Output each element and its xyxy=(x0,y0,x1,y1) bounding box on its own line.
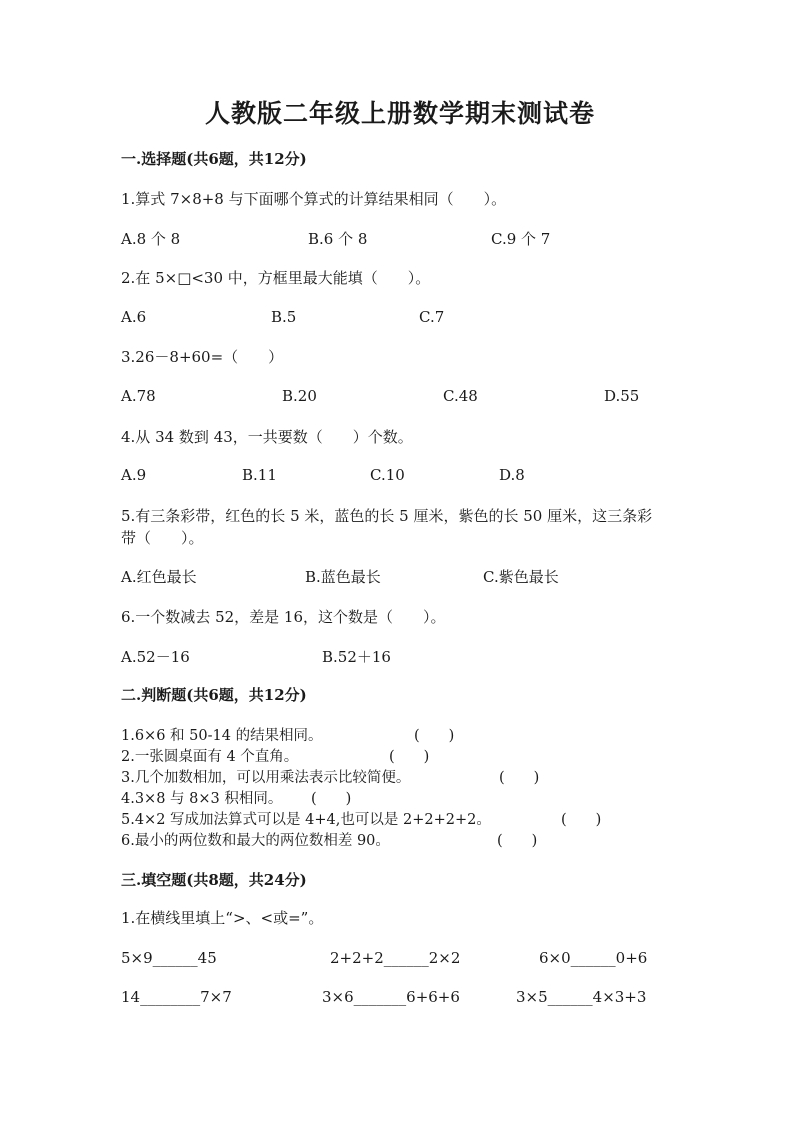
option-2c: C.7 xyxy=(419,308,445,326)
question-6: 6.一个数减去 52，差是 16，这个数是（ ）。 xyxy=(121,608,446,626)
judge-paren-3: ( ) xyxy=(499,770,540,786)
fill-expression: 2+2+2______2×2 xyxy=(330,949,461,967)
judge-item-3: 3.几个加数相加，可以用乘法表示比较简便。 xyxy=(121,770,411,786)
fill-expression: 3×5______4×3+3 xyxy=(516,988,647,1006)
judge-paren-1: ( ) xyxy=(414,728,455,744)
option-5c: C.紫色最长 xyxy=(483,568,559,586)
judge-paren-4: ( ) xyxy=(311,791,352,807)
option-4c: C.10 xyxy=(370,466,405,484)
option-3b: B.20 xyxy=(282,387,317,405)
fill-expression: 5×9______45 xyxy=(121,949,217,967)
page-title: 人教版二年级上册数学期末测试卷 xyxy=(204,99,595,128)
option-4d: D.8 xyxy=(499,466,525,484)
question-4: 4.从 34 数到 43，一共要数（ ）个数。 xyxy=(121,428,413,446)
judge-paren-5: ( ) xyxy=(561,812,602,828)
option-1b: B.6 个 8 xyxy=(308,230,368,248)
judge-item-5: 5.4×2 写成加法算式可以是 4+4,也可以是 2+2+2+2。 xyxy=(121,812,491,828)
question-2: 2.在 5×□<30 中，方框里最大能填（ ）。 xyxy=(121,269,431,287)
option-1c: C.9 个 7 xyxy=(491,230,551,248)
fill-question-1: 1.在横线里填上“>、<或=”。 xyxy=(121,909,324,927)
option-5b: B.蓝色最长 xyxy=(305,568,381,586)
judge-item-2: 2.一张圆桌面有 4 个直角。 xyxy=(121,749,299,765)
judge-paren-2: ( ) xyxy=(389,749,430,765)
fill-expression: 6×0______0+6 xyxy=(539,949,648,967)
option-6b: B.52＋16 xyxy=(322,648,391,666)
question-5-line2: 带（ ）。 xyxy=(121,529,204,547)
judge-item-4: 4.3×8 与 8×3 积相同。 xyxy=(121,791,283,807)
option-3a: A.78 xyxy=(121,387,156,405)
option-1a: A.8 个 8 xyxy=(121,230,181,248)
judge-paren-6: ( ) xyxy=(497,833,538,849)
option-5a: A.红色最长 xyxy=(121,568,197,586)
fill-expression: 14________7×7 xyxy=(121,988,232,1006)
option-2a: A.6 xyxy=(121,308,147,326)
option-3c: C.48 xyxy=(443,387,478,405)
judge-item-1: 1.6×6 和 50-14 的结果相同。 xyxy=(121,728,323,744)
section-heading-fill: 三.填空题(共8题，共24分) xyxy=(121,871,307,889)
section-heading-choice: 一.选择题(共6题，共12分) xyxy=(121,150,307,168)
option-4a: A.9 xyxy=(121,466,147,484)
option-6a: A.52－16 xyxy=(121,648,190,666)
section-heading-judge: 二.判断题(共6题，共12分) xyxy=(121,686,307,704)
question-1: 1.算式 7×8+8 与下面哪个算式的计算结果相同（ ）。 xyxy=(121,190,507,208)
option-4b: B.11 xyxy=(242,466,277,484)
question-3: 3.26－8+60=（ ） xyxy=(121,348,284,366)
option-3d: D.55 xyxy=(604,387,640,405)
judge-item-6: 6.最小的两位数和最大的两位数相差 90。 xyxy=(121,833,390,849)
fill-expression: 3×6_______6+6+6 xyxy=(322,988,460,1006)
option-2b: B.5 xyxy=(271,308,297,326)
question-5-line1: 5.有三条彩带，红色的长 5 米，蓝色的长 5 厘米，紫色的长 50 厘米，这三条彩 xyxy=(121,507,653,525)
